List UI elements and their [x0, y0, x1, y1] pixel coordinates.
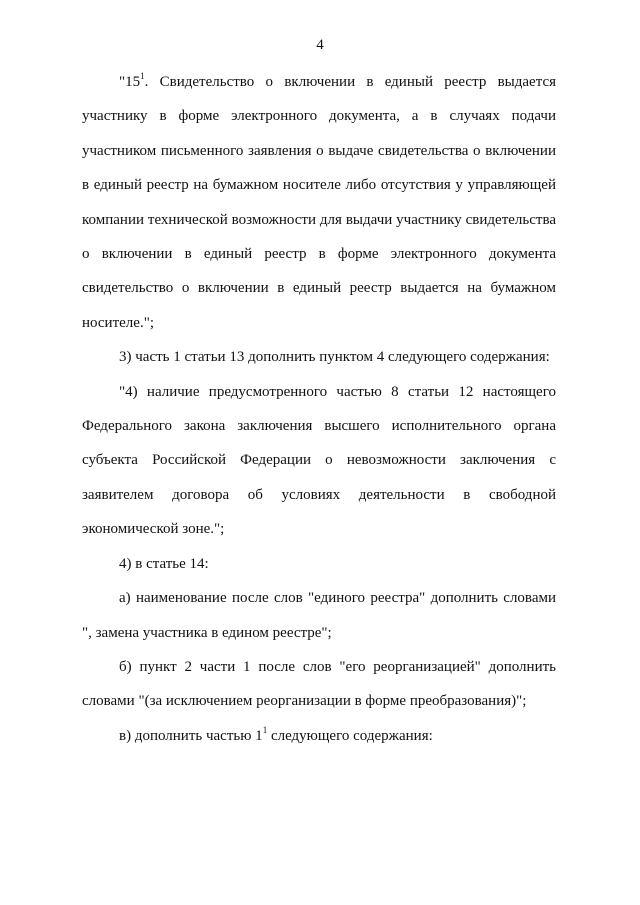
paragraph-text: следующего содержания: — [267, 727, 433, 744]
paragraph-item-3: 3) часть 1 статьи 13 дополнить пунктом 4 следующего содержания: — [119, 349, 550, 366]
page-number: 4 — [316, 37, 324, 53]
paragraph-text: . Свидетельство о включении в единый реестр выдается участнику в форме электронного документа, а в случаях подачи участником письменного заявления о выдаче свидетельства о включении в единый реестр на бумажном носителе либо отсутствия у управляющей компании технической возможности для выдачи участнику свидетельства о включении в единый реестр в форме электронного документа свидетельство о включении в единый реестр выдается на бумажном носителе."; — [82, 74, 556, 331]
paragraph-quote-4: "4) наличие предусмотренного частью 8 статьи 12 настоящего Федерального закона заключения высшего исполнительного органа субъекта Российской Федерации о невозможности заключения с заявителем договора об условиях деятельности в свободной экономической зоне."; — [82, 383, 556, 538]
paragraph-prefix: в) дополнить частью 1 — [119, 727, 263, 744]
paragraph-prefix: "15 — [119, 74, 141, 90]
document-body — [82, 65, 556, 753]
paragraph-item-4: 4) в статье 14: — [119, 555, 209, 572]
superscript: 1 — [262, 724, 268, 735]
paragraph-15-1 — [82, 65, 556, 340]
paragraph-subitem-b: б) пункт 2 части 1 после слов "его реорганизацией" дополнить словами "(за исключением реорганизации в форме преобразования)"; — [82, 658, 556, 710]
superscript: 1 — [140, 71, 145, 81]
paragraph-subitem-a: а) наименование после слов "единого реестра" дополнить словами ", замена участника в едином реестре"; — [82, 590, 556, 641]
paragraph-subitem-v — [82, 719, 556, 753]
